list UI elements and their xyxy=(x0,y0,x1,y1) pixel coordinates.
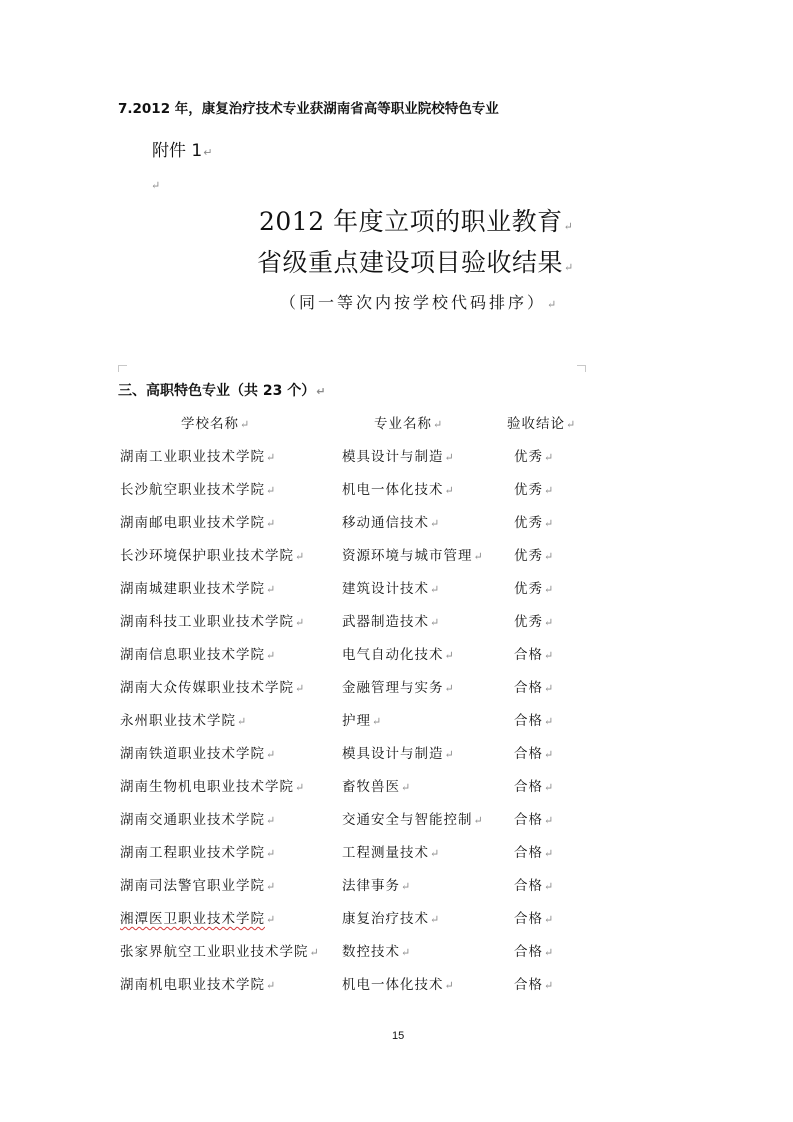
paragraph-mark: ↵ xyxy=(444,451,455,464)
result: 优秀↵ xyxy=(514,614,555,630)
paragraph-mark: ↵ xyxy=(547,298,560,311)
major-name: 工程测量技术↵ xyxy=(342,845,441,861)
table-row xyxy=(0,775,793,799)
table-row xyxy=(0,445,793,469)
school-name: 湖南司法警官职业学院↵ xyxy=(120,878,277,894)
paragraph-mark: ↵ xyxy=(473,814,484,827)
major-name: 模具设计与制造↵ xyxy=(342,449,455,465)
column-header-result: 验收结论↵ xyxy=(507,416,577,432)
column-header-school: 学校名称↵ xyxy=(181,416,251,432)
table-row xyxy=(0,742,793,766)
document-title-line2: 省级重点建设项目验收结果↵ xyxy=(257,248,574,277)
school-name: 张家界航空工业职业技术学院↵ xyxy=(120,944,320,960)
result: 优秀↵ xyxy=(514,515,555,531)
school-name: 湖南城建职业技术学院↵ xyxy=(120,581,277,597)
column-header-major: 专业名称↵ xyxy=(374,416,444,432)
attachment-label: 附件 1↵ xyxy=(152,141,213,161)
paragraph-mark: ↵ xyxy=(430,913,441,926)
paragraph-mark: ↵ xyxy=(295,781,306,794)
table-row xyxy=(0,511,793,535)
school-name: 湖南大众传媒职业技术学院↵ xyxy=(120,680,306,696)
page-number: 15 xyxy=(392,1030,405,1042)
school-name: 长沙环境保护职业技术学院↵ xyxy=(120,548,306,564)
paragraph-mark: ↵ xyxy=(444,979,455,992)
document-subtitle: （同一等次内按学校代码排序）↵ xyxy=(280,293,560,312)
paragraph-mark: ↵ xyxy=(316,385,326,398)
result: 合格↵ xyxy=(514,911,555,927)
school-name: 长沙航空职业技术学院↵ xyxy=(120,482,277,498)
section-title: 三、高职特色专业（共 23 个）↵ xyxy=(118,383,326,399)
result: 合格↵ xyxy=(514,746,555,762)
paragraph-mark: ↵ xyxy=(473,550,484,563)
paragraph-mark: ↵ xyxy=(544,880,555,893)
text-boundary-corner-left xyxy=(118,365,127,372)
result: 合格↵ xyxy=(514,713,555,729)
major-name: 交通安全与智能控制↵ xyxy=(342,812,484,828)
major-name: 电气自动化技术↵ xyxy=(342,647,455,663)
result: 合格↵ xyxy=(514,845,555,861)
result: 合格↵ xyxy=(514,779,555,795)
major-name: 法律事务↵ xyxy=(342,878,412,894)
paragraph-mark: ↵ xyxy=(237,715,248,728)
major-name: 护理↵ xyxy=(342,713,383,729)
table-row xyxy=(0,676,793,700)
school-name: 湖南工程职业技术学院↵ xyxy=(120,845,277,861)
heading-line: 7.2012 年，康复治疗技术专业获湖南省高等职业院校特色专业 xyxy=(118,101,499,117)
table-row xyxy=(0,841,793,865)
paragraph-mark: ↵ xyxy=(544,583,555,596)
paragraph-mark: ↵ xyxy=(544,682,555,695)
table-row xyxy=(0,544,793,568)
paragraph-mark: ↵ xyxy=(266,649,277,662)
paragraph-mark: ↵ xyxy=(563,220,574,233)
table-row xyxy=(0,940,793,964)
table-row xyxy=(0,907,793,931)
result: 优秀↵ xyxy=(514,548,555,564)
paragraph-mark: ↵ xyxy=(444,649,455,662)
paragraph-mark: ↵ xyxy=(566,418,577,431)
paragraph-mark: ↵ xyxy=(266,979,277,992)
paragraph-mark: ↵ xyxy=(544,484,555,497)
major-name: 康复治疗技术↵ xyxy=(342,911,441,927)
school-name: 湖南科技工业职业技术学院↵ xyxy=(120,614,306,630)
paragraph-mark: ↵ xyxy=(401,781,412,794)
result: 优秀↵ xyxy=(514,581,555,597)
table-row xyxy=(0,577,793,601)
school-name: 永州职业技术学院↵ xyxy=(120,713,248,729)
paragraph-mark: ↵ xyxy=(544,781,555,794)
paragraph-mark: ↵ xyxy=(266,451,277,464)
school-name: 湖南交通职业技术学院↵ xyxy=(120,812,277,828)
table-row xyxy=(0,610,793,634)
paragraph-mark: ↵ xyxy=(430,517,441,530)
major-name: 机电一体化技术↵ xyxy=(342,977,455,993)
paragraph-mark: ↵ xyxy=(544,913,555,926)
paragraph-mark: ↵ xyxy=(544,517,555,530)
result: 合格↵ xyxy=(514,680,555,696)
paragraph-mark: ↵ xyxy=(544,847,555,860)
paragraph-mark: ↵ xyxy=(203,146,213,159)
paragraph-mark: ↵ xyxy=(544,748,555,761)
table-row xyxy=(0,709,793,733)
result: 合格↵ xyxy=(514,812,555,828)
result: 合格↵ xyxy=(514,977,555,993)
paragraph-mark: ↵ xyxy=(266,814,277,827)
paragraph-mark: ↵ xyxy=(544,649,555,662)
major-name: 建筑设计技术↵ xyxy=(342,581,441,597)
major-name: 资源环境与城市管理↵ xyxy=(342,548,484,564)
result: 优秀↵ xyxy=(514,482,555,498)
school-name: 湖南机电职业技术学院↵ xyxy=(120,977,277,993)
paragraph-mark: ↵ xyxy=(444,748,455,761)
major-name: 模具设计与制造↵ xyxy=(342,746,455,762)
paragraph-mark: ↵ xyxy=(151,179,161,192)
paragraph-mark: ↵ xyxy=(309,946,320,959)
paragraph-mark: ↵ xyxy=(433,418,444,431)
table-row xyxy=(0,478,793,502)
major-name: 金融管理与实务↵ xyxy=(342,680,455,696)
paragraph-mark: ↵ xyxy=(430,616,441,629)
major-name: 机电一体化技术↵ xyxy=(342,482,455,498)
paragraph-mark: ↵ xyxy=(544,616,555,629)
paragraph-mark: ↵ xyxy=(372,715,383,728)
text-boundary-corner-right xyxy=(577,365,586,372)
result: 合格↵ xyxy=(514,878,555,894)
school-name: 湘潭医卫职业技术学院↵ xyxy=(120,911,277,927)
major-name: 移动通信技术↵ xyxy=(342,515,441,531)
paragraph-mark: ↵ xyxy=(240,418,251,431)
school-name: 湖南信息职业技术学院↵ xyxy=(120,647,277,663)
paragraph-mark: ↵ xyxy=(564,261,574,274)
paragraph-mark: ↵ xyxy=(295,550,306,563)
result: 合格↵ xyxy=(514,944,555,960)
table-row xyxy=(0,808,793,832)
table-row xyxy=(0,643,793,667)
school-name: 湖南工业职业技术学院↵ xyxy=(120,449,277,465)
result: 优秀↵ xyxy=(514,449,555,465)
result: 合格↵ xyxy=(514,647,555,663)
paragraph-mark: ↵ xyxy=(544,550,555,563)
paragraph-mark: ↵ xyxy=(444,484,455,497)
paragraph-mark: ↵ xyxy=(266,913,277,926)
school-name: 湖南铁道职业技术学院↵ xyxy=(120,746,277,762)
major-name: 畜牧兽医↵ xyxy=(342,779,412,795)
paragraph-mark: ↵ xyxy=(266,748,277,761)
paragraph-mark: ↵ xyxy=(266,517,277,530)
paragraph-mark: ↵ xyxy=(266,880,277,893)
paragraph-mark: ↵ xyxy=(430,847,441,860)
document-title-line1: 2012 年度立项的职业教育↵ xyxy=(259,207,574,236)
major-name: 武器制造技术↵ xyxy=(342,614,441,630)
table-row xyxy=(0,973,793,997)
paragraph-mark: ↵ xyxy=(544,979,555,992)
school-name: 湖南邮电职业技术学院↵ xyxy=(120,515,277,531)
paragraph-mark: ↵ xyxy=(544,451,555,464)
paragraph-mark: ↵ xyxy=(266,583,277,596)
paragraph-mark: ↵ xyxy=(295,682,306,695)
paragraph-mark: ↵ xyxy=(266,484,277,497)
paragraph-mark: ↵ xyxy=(430,583,441,596)
paragraph-mark: ↵ xyxy=(401,946,412,959)
paragraph-mark: ↵ xyxy=(401,880,412,893)
table-row xyxy=(0,874,793,898)
paragraph-mark: ↵ xyxy=(266,847,277,860)
paragraph-mark: ↵ xyxy=(544,814,555,827)
school-name: 湖南生物机电职业技术学院↵ xyxy=(120,779,306,795)
paragraph-mark: ↵ xyxy=(444,682,455,695)
major-name: 数控技术↵ xyxy=(342,944,412,960)
paragraph-mark: ↵ xyxy=(295,616,306,629)
paragraph-mark: ↵ xyxy=(544,946,555,959)
paragraph-mark: ↵ xyxy=(544,715,555,728)
